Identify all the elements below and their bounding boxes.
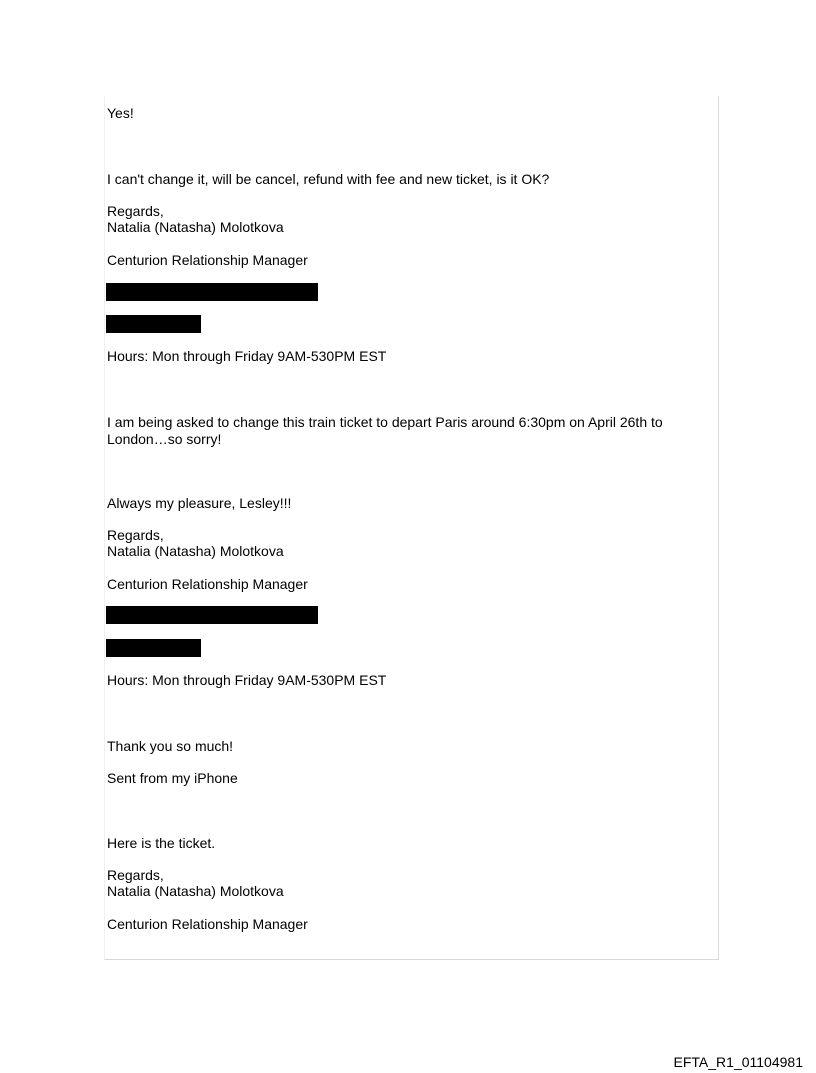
mobile-signature: Sent from my iPhone	[107, 770, 238, 786]
sender-title: Centurion Relationship Manager	[107, 916, 308, 932]
office-hours: Hours: Mon through Friday 9AM-530PM EST	[107, 672, 387, 688]
sender-name: Natalia (Natasha) Molotkova	[107, 883, 284, 899]
office-hours: Hours: Mon through Friday 9AM-530PM EST	[107, 348, 387, 364]
redaction-bar	[106, 606, 318, 624]
reply-yes: Yes!	[107, 105, 134, 121]
redaction-bar	[106, 315, 201, 333]
message-body: Here is the ticket.	[107, 835, 216, 851]
message-body: I am being asked to change this train ticket to depart Paris around 6:30pm on April 26th to London…so sorry!	[107, 414, 663, 447]
sender-title: Centurion Relationship Manager	[107, 252, 308, 268]
regards-line: Regards,	[107, 527, 164, 543]
sender-name: Natalia (Natasha) Molotkova	[107, 543, 284, 559]
message-body: I can't change it, will be cancel, refund with fee and new ticket, is it OK?	[107, 171, 550, 187]
redaction-bar	[106, 639, 201, 657]
regards-line: Regards,	[107, 867, 164, 883]
message-body: Always my pleasure, Lesley!!!	[107, 495, 292, 511]
sender-title: Centurion Relationship Manager	[107, 576, 308, 592]
redaction-bar	[106, 283, 318, 301]
regards-line: Regards,	[107, 203, 164, 219]
sender-name: Natalia (Natasha) Molotkova	[107, 219, 284, 235]
message-body: Thank you so much!	[107, 738, 234, 754]
document-id: EFTA_R1_01104981	[673, 1054, 803, 1070]
